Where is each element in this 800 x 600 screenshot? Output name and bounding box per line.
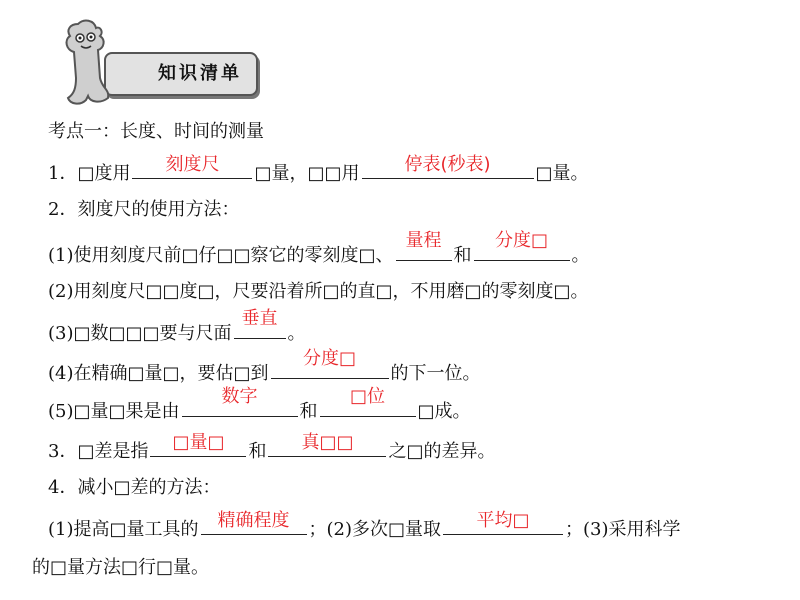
answer-4: 分度□ — [495, 230, 549, 251]
item-4-1-cont — [32, 556, 209, 580]
item-2-1-text-a: (1)使用刻度尺前□仔□□察它的零刻度□、 — [48, 245, 394, 266]
answer-6: 分度□ — [303, 348, 357, 369]
item-2-1 — [48, 230, 590, 268]
item-2-1-text-c: 。 — [571, 245, 590, 266]
answer-8: □位 — [350, 386, 386, 407]
item-2-3-text-c: 。 — [287, 323, 306, 344]
mascot-icon — [60, 18, 116, 108]
answer-5: 垂直 — [241, 308, 278, 329]
item-4 — [48, 476, 220, 500]
item-1 — [48, 154, 589, 186]
item-3-text-b: 和 — [248, 441, 267, 462]
item-2-5-text-a: (5)□量□果是由 — [48, 401, 180, 422]
blank-1[interactable] — [132, 154, 252, 179]
blank-3[interactable] — [396, 230, 452, 261]
item-2-3 — [48, 308, 306, 346]
item-2-1-text-b: 和 — [453, 245, 472, 266]
item-4-1 — [48, 510, 681, 542]
item-2-4-text-a: (4)在精确□量□，要估□到 — [48, 363, 269, 384]
item-2-4 — [48, 348, 481, 386]
banner-label: 知识清单 — [158, 63, 242, 84]
item-4-1-text-a: (1)提高□量工具的 — [48, 519, 199, 540]
item-3-text-c: 之□的差异。 — [388, 441, 496, 462]
item-2-5-text-c: □成。 — [417, 401, 471, 422]
answer-9: □量□ — [172, 432, 225, 453]
item-4-1-text-b: ；(2)多次□量取 — [308, 519, 442, 540]
blank-8[interactable] — [320, 386, 416, 417]
blank-12[interactable] — [443, 510, 563, 535]
item-2-5-text-b: 和 — [299, 401, 318, 422]
section-header — [60, 18, 250, 108]
item-2-text: 2．刻度尺的使用方法： — [48, 199, 240, 220]
blank-7[interactable] — [182, 386, 298, 417]
item-3 — [48, 432, 496, 464]
answer-3: 量程 — [405, 230, 442, 251]
item-2-2 — [48, 280, 589, 304]
section-banner — [104, 52, 258, 96]
item-3-text-a: 3．□差是指 — [48, 441, 149, 462]
blank-10[interactable] — [268, 432, 386, 457]
blank-9[interactable] — [150, 432, 246, 457]
item-2-4-text-c: 的下一位。 — [390, 363, 481, 384]
blank-6[interactable] — [271, 348, 389, 379]
answer-10: 真□□ — [301, 432, 354, 453]
item-4-1-text-c: ；(3)采用科学 — [565, 519, 681, 540]
blank-2[interactable] — [362, 154, 534, 179]
item-4-1-cont-text: 的□量方法□行□量。 — [32, 557, 210, 578]
blank-5[interactable] — [234, 308, 286, 339]
item-2-3-text-a: (3)□数□□□要与尺面 — [48, 323, 232, 344]
answer-2: 停表(秒表) — [404, 154, 491, 175]
answer-12: 平均□ — [476, 510, 530, 531]
item-1-text-a: 1．□度用 — [48, 163, 131, 184]
item-4-text: 4．减小□差的方法： — [48, 477, 221, 498]
answer-1: 刻度尺 — [165, 154, 220, 175]
item-2 — [48, 198, 239, 222]
item-2-2-text: (2)用刻度尺□□度□，尺要沿着所□的直□，不用磨□的零刻度□。 — [48, 281, 589, 302]
blank-4[interactable] — [474, 230, 570, 261]
topic-title-text: 考点一：长度、时间的测量 — [48, 121, 264, 142]
topic-title — [48, 120, 264, 144]
answer-11: 精确程度 — [217, 510, 290, 531]
item-1-text-b: □量，□□用 — [254, 163, 360, 184]
item-2-5 — [48, 386, 471, 424]
blank-11[interactable] — [201, 510, 307, 535]
item-1-text-c: □量。 — [535, 163, 589, 184]
answer-7: 数字 — [221, 386, 258, 407]
